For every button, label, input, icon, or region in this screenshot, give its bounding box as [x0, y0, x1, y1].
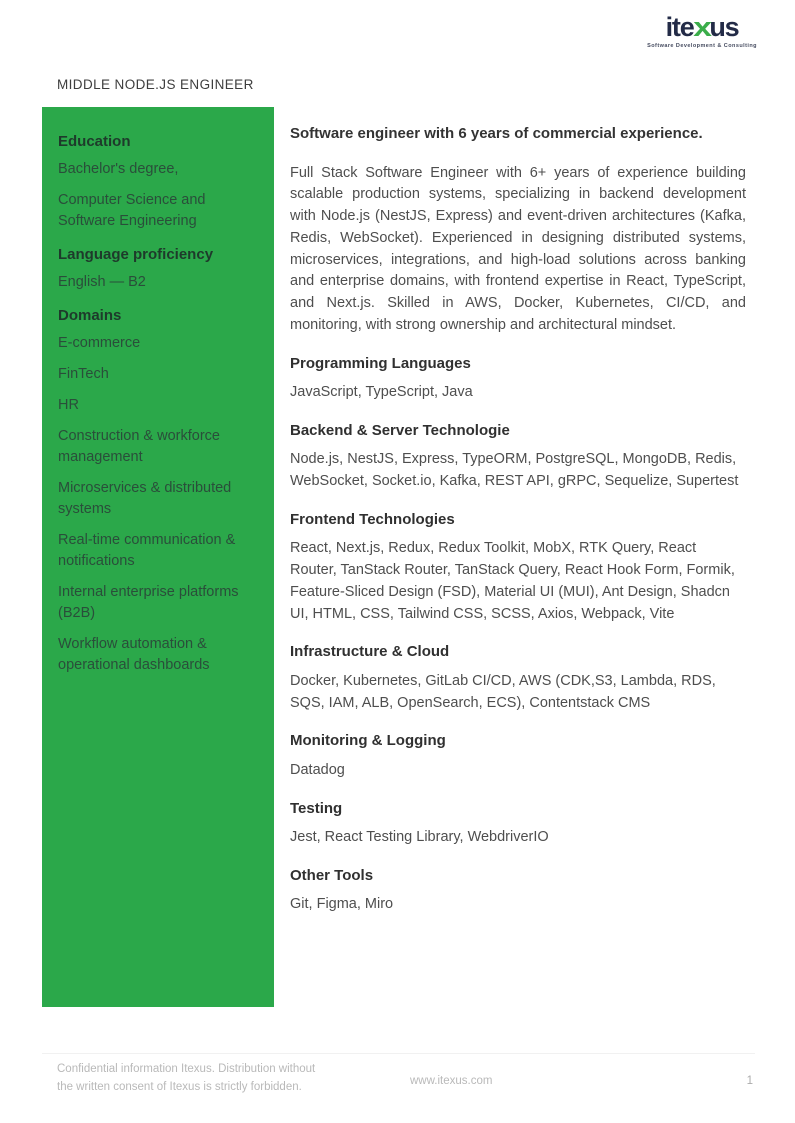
skill-section-items: Git, Figma, Miro	[290, 896, 394, 913]
sidebar	[42, 107, 274, 1007]
skill-section-heading: Testing	[290, 799, 343, 817]
page-number: 1	[746, 1075, 753, 1087]
skill-section-heading: Other Tools	[290, 866, 374, 884]
skill-section-heading: Frontend Technologies	[290, 510, 455, 528]
summary-heading: Software engineer with 6 years of commercial experience.	[290, 125, 703, 142]
skill-section-items: JavaScript, TypeScript, Java	[290, 384, 473, 400]
sidebar-section-heading: Domains	[58, 307, 122, 325]
page-title: MIDDLE NODE.JS ENGINEER	[57, 77, 254, 92]
sidebar-item: Real-time communication & notifications	[58, 532, 236, 570]
sidebar-item: Bachelor's degree,	[58, 161, 179, 177]
sidebar-section-heading: Education	[58, 133, 131, 150]
skill-section-items: React, Next.js, Redux, Redux Toolkit, MobX, RTK Query, React Router, TanStack Router, TanStack Query, React Hook Form, Formik, Feature-Sliced Design (FSD), Material UI (MUI), Ant Design, Shadcn UI, HTML, CSS, Tailwind CSS, SCSS, Axios, Webpack, Vite	[290, 540, 735, 622]
footer	[42, 1053, 755, 1093]
confidential-line-2: the written consent of Itexus is strictly forbidden.	[57, 1080, 302, 1093]
confidential-line-1: Confidential information Itexus. Distribution without	[57, 1063, 316, 1075]
confidential-note	[57, 1061, 367, 1097]
logo-wordmark	[647, 14, 757, 41]
skill-section-items: Docker, Kubernetes, GitLab CI/CD, AWS (CDK,S3, Lambda, RDS, SQS, IAM, ALB, OpenSearch, ECS), Contentstack CMS	[290, 672, 716, 711]
itexus-logo	[647, 14, 757, 49]
skill-section-heading: Infrastructure & Cloud	[290, 643, 450, 661]
skill-section-heading: Programming Languages	[290, 354, 471, 372]
skill-section-items: Jest, React Testing Library, WebdriverIO	[290, 829, 549, 845]
skills-list	[290, 354, 746, 917]
main-content	[290, 124, 746, 916]
website-link[interactable]: www.itexus.com	[410, 1075, 493, 1087]
logo-tagline: Software Development & Consulting	[647, 43, 757, 49]
sidebar-item: HR	[58, 397, 79, 414]
logo-text-pre: ite	[665, 12, 694, 42]
sidebar-item: E-commerce	[58, 335, 141, 352]
skill-section-heading: Monitoring & Logging	[290, 732, 446, 750]
sidebar-section-heading: Language proficiency	[58, 246, 214, 264]
logo-text-post: us	[709, 12, 739, 42]
sidebar-item: Microservices & distributed systems	[58, 480, 232, 518]
skill-section-items: Datadog	[290, 761, 345, 778]
skill-section-items: Node.js, NestJS, Express, TypeORM, PostgreSQL, MongoDB, Redis, WebSocket, Socket.io, Kafka, REST API, gRPC, Sequelize, Supertest	[290, 451, 739, 489]
sidebar-item: Construction & workforce management	[58, 428, 220, 466]
summary-paragraph: Full Stack Software Engineer with 6+ years of experience building scalable production systems, specializing in backend development with Node.js (NestJS, Express) and event-driven architectures (Kafka, Redis, WebSocket). Experienced in designing distributed systems, microservices, integrations, and high-load solutions across banking and enterprise domains, with frontend expertise in React, TypeScript, and Next.js. Skilled in AWS, Docker, Kubernetes, CI/CD, and monitoring, with strong ownership and architectural mindset.	[290, 164, 746, 333]
logo-x-icon: x	[692, 12, 711, 42]
sidebar-item: Internal enterprise platforms (B2B)	[58, 584, 239, 622]
sidebar-item: Workflow automation & operational dashboards	[58, 636, 210, 674]
sidebar-item: English — B2	[58, 274, 146, 291]
sidebar-item: FinTech	[58, 366, 109, 383]
skill-section-heading: Backend & Server Technologie	[290, 421, 510, 439]
sidebar-item: Computer Science and Software Engineering	[58, 192, 206, 230]
